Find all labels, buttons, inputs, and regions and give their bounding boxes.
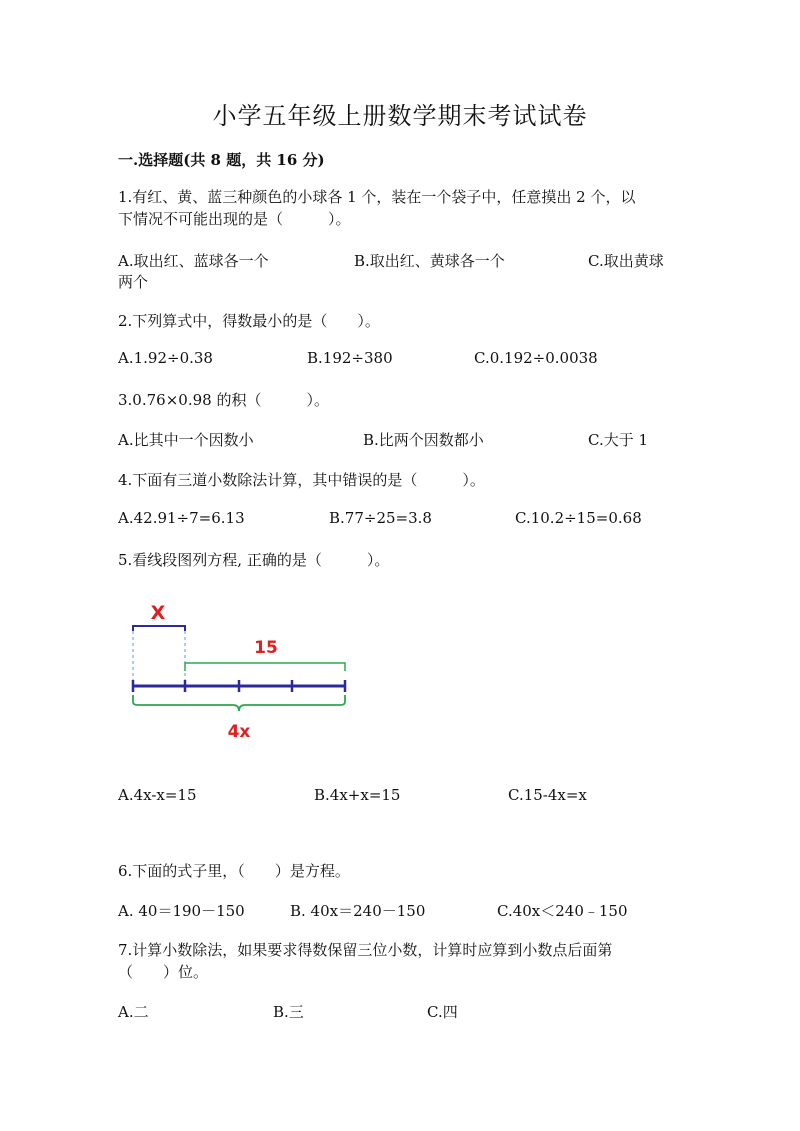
question-1-line-2: 下情况不可能出现的是（ ）。 [118,210,351,228]
question-7-option-a: A.二 [118,1003,149,1021]
diagram-15-brace [185,663,345,671]
question-1-option-a: A.取出红、蓝球各一个 [118,252,269,270]
question-2-option-c: C.0.192÷0.0038 [474,349,598,367]
question-2-option-a: A.1.92÷0.38 [118,349,213,367]
line-segment-diagram [118,595,358,745]
diagram-x-bracket [133,626,185,631]
diagram-4x-brace [133,695,345,711]
question-4-option-a: A.42.91÷7=6.13 [118,509,245,527]
question-7-option-b: B.三 [273,1003,304,1021]
question-7-option-c: C.四 [427,1003,458,1021]
diagram-x-label: X [150,602,166,624]
question-3-line-1: 3.0.76×0.98 的积（ ）。 [118,391,329,409]
question-7-line-2: （ ）位。 [118,963,209,981]
question-4-option-b: B.77÷25=3.8 [329,509,432,527]
question-1-option-c-wrap: 两个 [118,273,149,291]
question-3-option-a: A.比其中一个因数小 [118,431,254,449]
question-6-line-1: 6.下面的式子里，（ ）是方程。 [118,862,350,880]
question-3-option-c: C.大于 1 [588,431,649,449]
question-6-option-c: C.40x＜240﹣150 [497,902,628,920]
question-1-option-c: C.取出黄球 [588,252,664,270]
question-2-option-b: B.192÷380 [307,349,393,367]
section-heading: 一.选择题(共 8 题，共 16 分) [118,151,325,169]
page-title: 小学五年级上册数学期末考试试卷 [212,102,588,130]
question-4-line-1: 4.下面有三道小数除法计算，其中错误的是（ ）。 [118,471,485,489]
question-7-line-1: 7.计算小数除法，如果要求得数保留三位小数，计算时应算到小数点后面第 [118,941,613,959]
question-2-line-1: 2.下列算式中，得数最小的是（ ）。 [118,312,380,330]
diagram-4x-label: 4x [227,722,251,742]
question-4-option-c: C.10.2÷15=0.68 [515,509,642,527]
question-6-option-a: A. 40＝190－150 [118,902,245,920]
question-3-option-b: B.比两个因数都小 [363,431,484,449]
question-5-line-1: 5.看线段图列方程, 正确的是（ ）。 [118,551,390,569]
question-5-option-a: A.4x-x=15 [118,786,197,804]
question-6-option-b: B. 40x＝240－150 [290,902,426,920]
question-1-line-1: 1.有红、黄、蓝三种颜色的小球各 1 个，装在一个袋子中，任意摸出 2 个，以 [118,188,636,206]
question-1-option-b: B.取出红、黄球各一个 [354,252,505,270]
diagram-15-label: 15 [254,638,278,658]
question-5-option-b: B.4x+x=15 [314,786,401,804]
question-5-option-c: C.15-4x=x [508,786,587,804]
